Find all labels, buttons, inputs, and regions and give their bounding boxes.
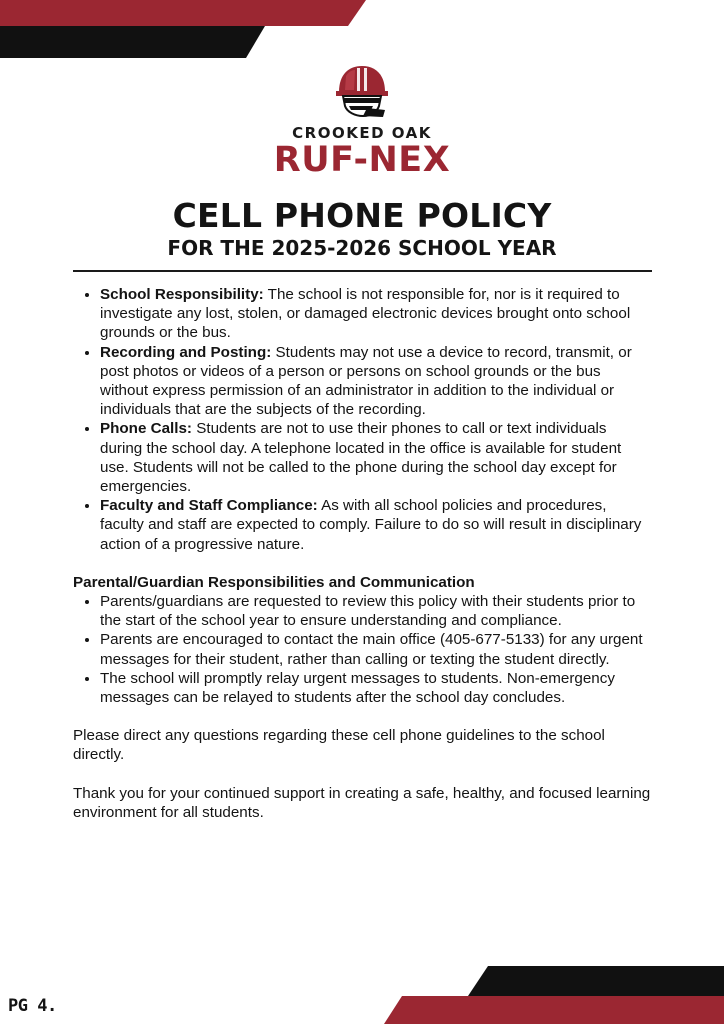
corner-black-band [0,26,265,58]
questions-paragraph: Please direct any questions regarding these cell phone guidelines to the school directly. [73,727,605,764]
corner-maroon-band [384,996,724,1024]
parental-item: • Parents are encouraged to contact the main office (405-677-5133) for any urgent messages for their student, rather than calling or texting the student directly. [100,630,651,668]
policy-content [73,285,651,822]
parental-list [73,592,651,707]
policy-item-text: Students may not use a device to record, transmit, or post photos or videos of a person or persons on school grounds or the bus without express permission of an administrator in addition to the individual or individuals that are the subjects of the recording. [100,343,632,419]
parental-section-heading: Parental/Guardian Responsibilities and Communication [73,573,475,591]
policy-item-heading: Faculty and Staff Compliance: [100,497,318,515]
bottom-right-corner-decoration [384,966,724,1024]
page-subtitle: FOR THE 2025-2026 SCHOOL YEAR [167,236,557,260]
title-block [0,197,724,261]
mascot-name: RUF-NEX [273,140,451,180]
title-divider [73,270,652,272]
thanks-paragraph: Thank you for your continued support in creating a safe, healthy, and focused learning environment for all students. [73,784,651,821]
policy-item-recording-and-posting [100,343,651,420]
policy-item-heading: School Responsibility: [100,286,264,303]
policy-item-heading: Recording and Posting: [100,343,272,361]
parental-item: • Parents/guardians are requested to review this policy with their students prior to the start of the school year to ensure understanding and compliance. [100,592,651,630]
corner-maroon-band [0,0,366,26]
policy-item-phone-calls [100,419,651,496]
top-left-corner-decoration [0,0,370,62]
policy-item-text: The school is not responsible for, nor is it required to investigate any lost, stolen, or damaged electronic devices brought onto school grounds or the bus. [100,286,631,342]
corner-black-band [468,966,724,996]
policy-list [73,285,651,554]
policy-item-school-responsibility [100,285,651,343]
page-number: PG 4. [8,996,57,1016]
parental-item: • The school will promptly relay urgent messages to students. Non-emergency messages can be relayed to students after the school day concludes. [100,669,651,707]
school-logo [0,62,724,178]
policy-item-text: Students are not to use their phones to call or text individuals during the school day. A telephone located in the office is available for student use. Students will not be called to the phone during the school day except for emergencies. [100,420,622,496]
policy-item-text: As with all school policies and procedures, faculty and staff are expected to comply. Failure to do so will result in disciplinary action of a progressive nature. [100,497,642,553]
policy-item-heading: Phone Calls: [100,420,192,438]
rufnex-mascot-icon [333,62,391,118]
policy-item-faculty-staff-compliance [100,496,651,554]
school-name: CROOKED OAK [292,124,432,142]
page-title: CELL PHONE POLICY [172,196,552,235]
